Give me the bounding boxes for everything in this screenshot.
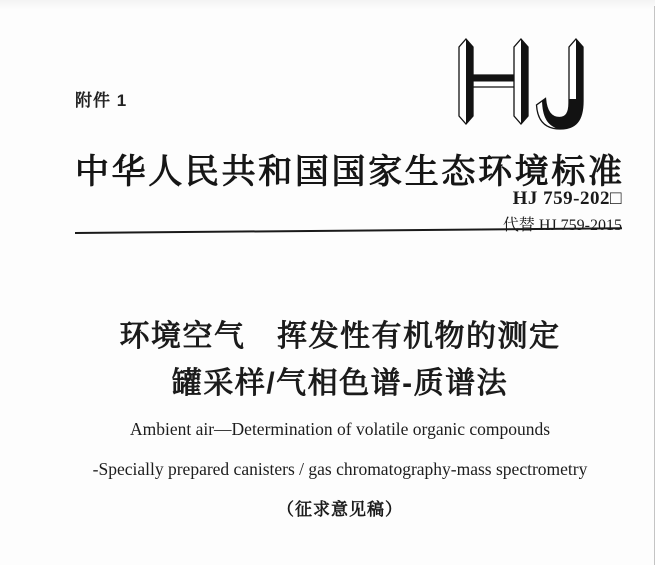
scan-noise-band	[0, 0, 667, 10]
document-title-cn-line1: 环境空气 挥发性有机物的测定	[119, 320, 561, 353]
hj-logo-icon	[457, 36, 585, 130]
document-title-en-line2: -Specially prepared canisters / gas chromatography-mass spectrometry	[92, 459, 588, 479]
h-right-stem	[514, 39, 528, 124]
replaces-note: 代替 HJ 759-2015	[502, 217, 622, 234]
national-standard-heading: 中华人民共和国国家生态环境标准	[75, 154, 622, 191]
h-left-stem	[459, 39, 473, 124]
j-letter	[537, 39, 584, 129]
draft-for-comments-label: （征求意见稿）	[277, 500, 403, 519]
standard-number: HJ 759-202□	[512, 188, 622, 209]
h-crossbar	[471, 75, 516, 87]
scan-page-edge-line	[654, 6, 655, 565]
document-title-en-line1: Ambient air—Determination of volatile organic compounds	[129, 419, 551, 439]
document-title-cn-line2: 罐采样/气相色谱-质谱法	[171, 367, 509, 400]
attachment-label: 附件 1	[75, 91, 128, 110]
hj-logo	[457, 36, 585, 130]
scan-page-margin	[655, 0, 667, 565]
